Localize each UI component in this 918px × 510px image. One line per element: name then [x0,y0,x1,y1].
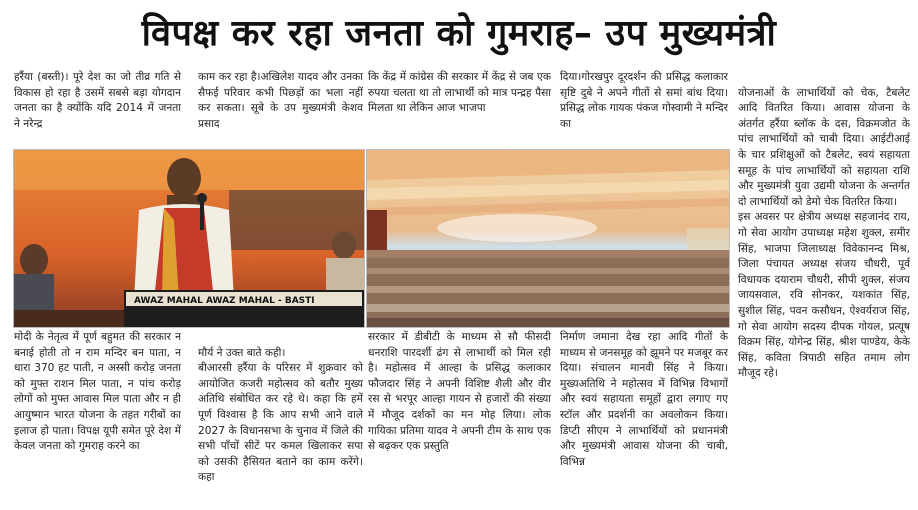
paragraph: निर्माण जमाना देख रहा आदि गीतों के माध्यम से जनसमूह को झूमने पर मजबूर कर दिया। संचालन मानवी सिंह ने किया। मुख्यअतिथि ने महोत्सव में विभिन्न विभागों और स्वयं सहायता समूहों द्वारा लगाए गए स्टॉल और प्रदर्शनी का अवलोकन किया। डिप्टी सीएम ने लाभार्थियों को प्रधानमंत्री और मुख्यमंत्री आवास योजना की चाबी, विभिन्न [560,331,728,468]
paragraph: दिया।गोरखपुर दूरदर्शन की प्रसिद्ध कलाकार सृष्टि दुबे ने अपने गीतों से समां बांध दिया। प्रसिद्ध लोक गायक पंकज गोस्वामी ने मन्दिर का [560,71,728,130]
paragraph: योजनाओं के लाभार्थियों को चेक, टैबलेट आदि वितरित किया। आवास योजना के अंतर्गत हर्रैया ब्लॉक के दस, विक्रमजोत के पांच लाभार्थियों को चाबी दिया। आईटीआई के चार प्रशिक्षुओं को टैबलेट, स्वयं सहायता समूह के पांच लाभार्थियों को सहायता राशि और मुख्यमंत्री युवा उद्यमी योजना के अन्तर्गत दो लाभार्थियों को डेमो चेक वितरित किया। इस अवसर पर क्षेत्रीय अध्यक्ष सहजानंद राय, गो सेवा आयोग उपाध्यक्ष महेश शुक्ल, समीर सिंह, भाजपा जिलाध्यक्ष विवेकानन्द मिश्र, जिला पंचायत अध्यक्ष संजय चौधरी, पूर्व विधायक दयाराम चौधरी, सीपी शुक्ल, संजय जायसवाल, रवि सोनकर, यशकांत सिंह, सुशील सिंह, पवन कसौधन, ऐश्वर्यराज सिंह, गो सेवा आयोग सदस्य दीपक गोयल, प्रत्यूष विक्रम सिंह, योगेन्द्र सिंह, श्रीश पाण्डेय, केके सिंह, कविता त्रिपाठी सहित तमाम लोग मौजूद रहे। [738,86,910,380]
paragraph: कि केंद्र में कांग्रेस की सरकार में केंद्र से जब एक रुपया चलता था तो लाभार्थी को मात्र पन्द्रह पैसा मिलता था लेकिन आज भाजपा [368,71,551,115]
column-1-top [14,70,181,146]
column-2-bottom [198,330,363,508]
paragraph: सरकार में डीबीटी के माध्यम से सौ फीसदी धनराशि पारदर्शी ढंग से लाभार्थी को मिल रही है। महोत्सव में आल्हा के प्रसिद्ध कलाकार फौजदार सिंह ने अपनी विशिष्ट शैली और वीर रस से भरपूर आल्हा गायन से हजारों की संख्या में मौजूद दर्शकों का मन मोह लिया। लोक गायिका प्रतिमा यादव ने अपनी टीम के साथ एक से बढ़कर एक प्रस्तुति [368,331,551,453]
podium-banner-text: AWAZ MAHAL AWAZ MAHAL - BASTI [134,296,315,306]
speaker-photo [13,149,365,328]
paragraph: मौर्य ने उक्त बाते कही। बीआरसी हर्रैया के परिसर में शुक्रवार को आयोजित कजरी महोत्सव को बतौर मुख्य अतिथि संबोधित कर रहे थे। कहा कि हमें पूर्ण विश्वास है कि आप सभी आने वाले 2027 के विधानसभा के चुनाव में जिले की सभी पाँचों सीटें पर कमल खिलाकर सपा को उसकी हैसियत बताने का काम करेंगे। कहा [198,346,363,484]
paragraph: मोदी के नेतृत्व में पूर्ण बहुमत की सरकार न बनाई होती तो न राम मन्दिर बन पाता, न धारा 370 हट पाती, न अस्सी करोड़ जनता को मुफ्त राशन मिल पाता, न पांच करोड़ लोगों को मुफ्त आवास मिल पाता और न ही आयुष्मान भारत योजना के तहत गरीबों का इलाज हो पाता। विपक्ष यूपी समेत पूरे देश में केवल जनता को गुमराह करने का [14,331,181,453]
crowd-photo [366,149,730,328]
column-3-top [368,70,551,146]
paragraph: काम कर रहा है।अखिलेश यादव और उनका सैफई परिवार कभी पिछड़ों का भला नहीं कर सकता। सूबे के उप मुख्यमंत्री केशव प्रसाद [198,71,363,130]
paragraph: हर्रैया (बस्ती)। पूरे देश का जो तीव्र गति से विकास हो रहा है उसमें सबसे बड़ा योगदान जनता का है क्योंकि यदि 2014 में जनता ने नरेन्द्र [14,71,181,130]
column-4-bottom [560,330,728,508]
column-3-bottom [368,330,551,508]
column-4-top [560,70,728,146]
column-5 [738,70,910,508]
column-1-bottom [14,330,181,508]
headline: विपक्ष कर रहा जनता को गुमराह– उप मुख्यमंत्री [141,12,777,54]
column-2-top [198,70,363,146]
